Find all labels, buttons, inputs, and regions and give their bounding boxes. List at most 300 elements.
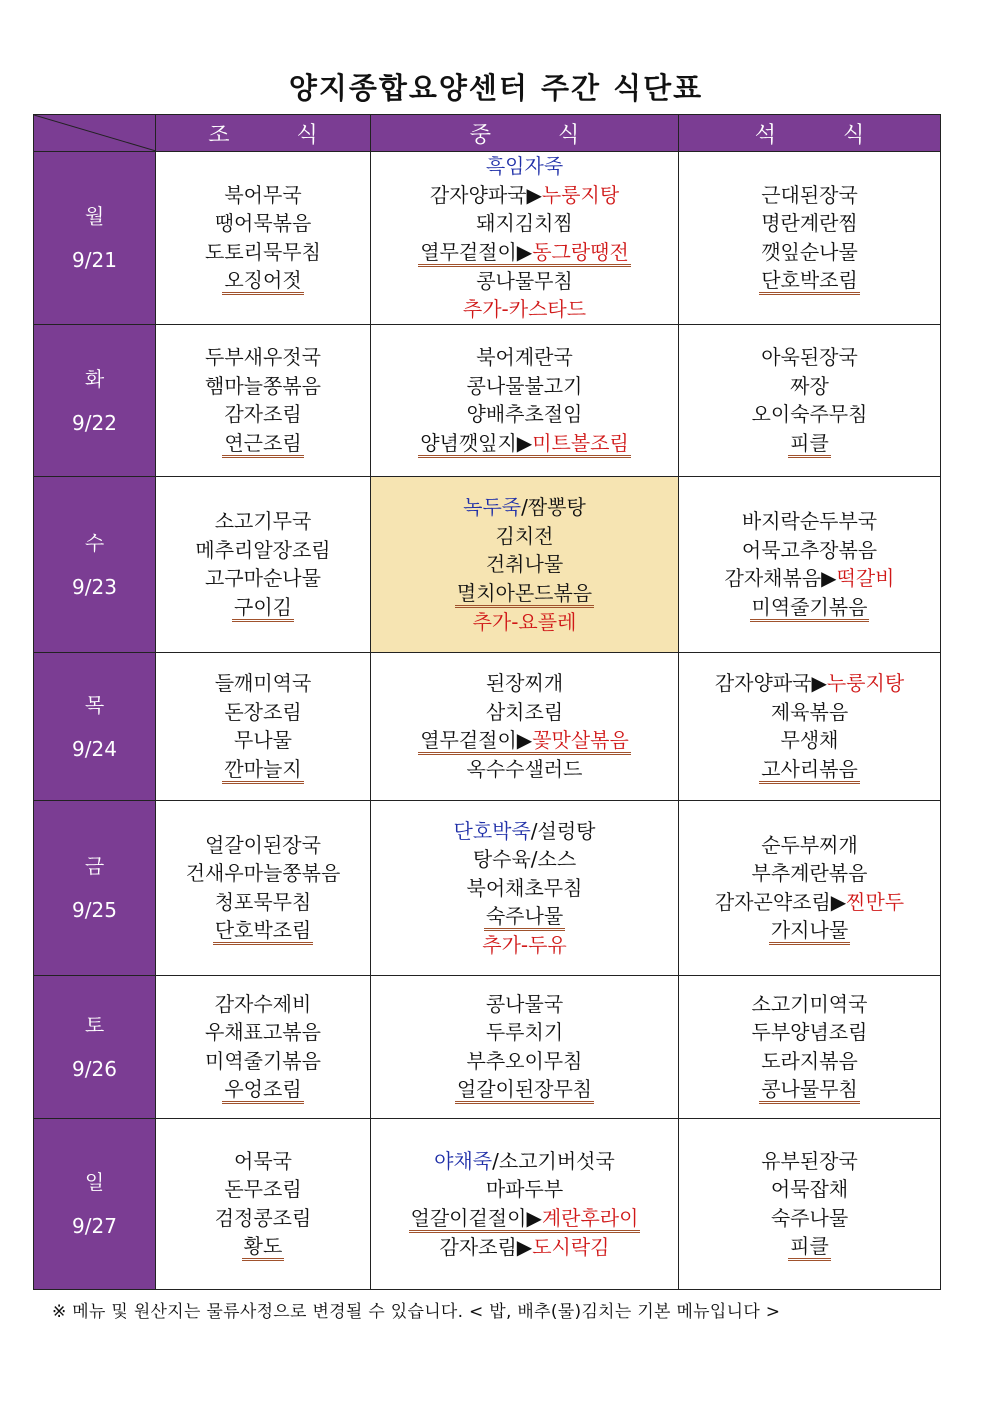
menu-item-underlined <box>222 1077 303 1104</box>
menu-item <box>156 888 370 917</box>
menu-item <box>371 493 678 522</box>
menu-item-part: 감자곤약조림 <box>714 889 831 914</box>
menu-item-text <box>473 847 576 871</box>
menu-item <box>679 209 940 238</box>
menu-item <box>679 400 940 429</box>
menu-item-part: 아욱된장국 <box>761 345 858 370</box>
menu-item <box>156 209 370 238</box>
menu-item-part: 양배추초절임 <box>466 402 583 427</box>
menu-item-part: 무나물 <box>234 728 292 753</box>
menu-item-part: 바지락순두부국 <box>741 509 878 534</box>
dinner-cell <box>679 1119 941 1290</box>
menu-item-part: 단호박조림 <box>214 918 312 943</box>
menu-item-text <box>761 1049 858 1073</box>
day-name: 수 <box>84 530 105 555</box>
menu-item-part: 콩나물무침 <box>761 1077 858 1102</box>
menu-item <box>371 238 678 267</box>
menu-item-text <box>771 700 848 724</box>
menu-item-text <box>752 402 868 426</box>
menu-item <box>679 916 940 945</box>
day-cell <box>34 976 156 1119</box>
menu-item-text <box>234 728 292 752</box>
menu-item-part: 옥수수샐러드 <box>466 757 583 782</box>
menu-item <box>156 669 370 698</box>
day-date: 9/24 <box>72 736 117 761</box>
menu-item-part: 고사리볶음 <box>761 756 858 781</box>
menu-item-part: 콩나물국 <box>485 991 564 1016</box>
menu-item <box>156 1075 370 1104</box>
arrow-right-icon: ▶ <box>811 671 827 696</box>
menu-item-text <box>486 154 563 178</box>
menu-item-part: 북어채초무침 <box>466 875 583 900</box>
day-name: 금 <box>84 854 105 878</box>
day-name: 월 <box>84 204 105 228</box>
menu-item-part: 계란후라이 <box>541 1205 639 1230</box>
menu-item <box>371 990 678 1019</box>
menu-item-part: 황도 <box>243 1234 283 1259</box>
menu-item-text <box>205 374 321 398</box>
menu-item <box>371 400 678 429</box>
menu-item-part: 감자양파국 <box>714 671 812 696</box>
menu-item-part: 북어계란국 <box>476 345 573 370</box>
menu-item <box>156 1147 370 1176</box>
day-date: 9/25 <box>72 898 117 922</box>
menu-item <box>156 1018 370 1047</box>
arrow-right-icon: ▶ <box>516 430 533 455</box>
day-row <box>34 477 941 653</box>
menu-item <box>371 669 678 698</box>
menu-item-part: 도라지볶음 <box>761 1048 858 1073</box>
menu-item-text <box>781 728 839 752</box>
menu-item-text <box>761 833 858 857</box>
menu-item-part: 어묵국 <box>234 1148 292 1173</box>
menu-item-underlined <box>759 1077 860 1104</box>
day-date: 9/22 <box>72 410 117 435</box>
menu-item-part: 우엉조림 <box>224 1077 302 1102</box>
menu-item-part: 순두부찌개 <box>761 832 858 857</box>
day-row <box>34 976 941 1119</box>
menu-item-part: 짜장 <box>790 373 829 398</box>
menu-item-underlined <box>750 595 870 622</box>
menu-item <box>371 845 678 874</box>
menu-item-part: 명란계란찜 <box>761 211 858 236</box>
menu-item-underlined <box>759 268 860 295</box>
menu-item <box>371 1047 678 1076</box>
menu-item-text <box>467 1049 583 1073</box>
day-row <box>34 653 941 801</box>
header-dinner: 석 식 <box>679 115 941 152</box>
menu-item-part: 고구마순나물 <box>205 566 321 591</box>
lunch-cell <box>371 801 679 976</box>
day-name: 화 <box>84 366 105 391</box>
menu-item-text <box>486 992 563 1016</box>
menu-item-part: 메추리알장조림 <box>195 537 331 562</box>
menu-item-text <box>752 992 868 1016</box>
menu-item-text <box>476 211 573 235</box>
menu-item-part: 오이숙주무침 <box>751 402 868 427</box>
menu-item <box>156 755 370 784</box>
menu-item-part: 얼갈이겉절이 <box>410 1205 527 1230</box>
menu-item-text <box>205 566 321 590</box>
menu-item-text <box>205 240 321 264</box>
menu-item <box>371 1147 678 1176</box>
lunch-cell <box>371 152 679 325</box>
breakfast-cell <box>156 325 371 477</box>
menu-item-text <box>761 345 858 369</box>
breakfast-cell <box>156 801 371 976</box>
menu-item <box>156 990 370 1019</box>
menu-item-part: 청포묵무침 <box>214 889 312 914</box>
menu-item <box>371 152 678 181</box>
menu-item <box>371 698 678 727</box>
menu-item-text <box>486 552 563 576</box>
menu-item-part: 도토리묵무침 <box>205 239 321 264</box>
menu-item <box>679 990 940 1019</box>
menu-item <box>156 859 370 888</box>
meal-table-body <box>34 152 941 1290</box>
menu-item <box>371 522 678 551</box>
dinner-cell <box>679 325 941 477</box>
menu-item-part: 두부새우젓국 <box>205 345 321 370</box>
menu-item-part: 건새우마늘쫑볶음 <box>185 861 341 886</box>
breakfast-cell <box>156 152 371 325</box>
menu-item-part: /소고기버섯국 <box>492 1148 615 1173</box>
menu-item-text <box>752 861 868 885</box>
menu-item <box>371 1204 678 1233</box>
menu-item-text <box>215 890 312 914</box>
menu-item-text <box>215 671 312 695</box>
menu-item-part: 땡어묵볶음 <box>214 211 312 236</box>
menu-item <box>156 266 370 295</box>
day-cell <box>34 1119 156 1290</box>
day-date: 9/23 <box>72 574 117 599</box>
menu-item <box>371 817 678 846</box>
day-date: 9/27 <box>72 1214 117 1238</box>
menu-item-part: /짬뽕탕 <box>521 495 586 519</box>
menu-item <box>371 608 678 637</box>
menu-item-part: 무생채 <box>780 728 839 753</box>
menu-item <box>679 831 940 860</box>
menu-item-text <box>742 509 877 533</box>
menu-item-text <box>205 1049 321 1073</box>
menu-item-text <box>476 345 573 369</box>
menu-item-underlined <box>484 904 565 931</box>
menu-item-underlined <box>418 431 631 458</box>
menu-item-part: 꽃맛살볶음 <box>532 728 629 753</box>
menu-item-text <box>742 538 877 562</box>
dinner-cell <box>679 653 941 801</box>
day-date: 9/26 <box>72 1057 117 1081</box>
menu-item-underlined <box>222 268 303 295</box>
dinner-cell <box>679 152 941 325</box>
menu-item-text <box>454 819 596 843</box>
menu-item-part: 들깨미역국 <box>214 671 312 696</box>
menu-item-part: 어묵잡채 <box>770 1177 849 1202</box>
menu-item <box>371 726 678 755</box>
menu-item-part: 돈무조림 <box>224 1177 302 1202</box>
menu-item <box>156 916 370 945</box>
menu-item-text <box>463 495 586 519</box>
menu-item-text <box>224 1177 301 1201</box>
arrow-right-icon: ▶ <box>516 1234 533 1259</box>
menu-item <box>679 429 940 458</box>
menu-item-part: 근대된장국 <box>761 182 858 207</box>
menu-item-part: 부추오이무침 <box>466 1048 583 1073</box>
menu-item-text <box>476 269 573 293</box>
menu-item <box>371 1175 678 1204</box>
menu-item-text <box>434 1149 615 1173</box>
day-row <box>34 152 941 325</box>
breakfast-cell <box>156 477 371 653</box>
menu-item-part: 추가-카스타드 <box>462 297 587 322</box>
menu-item-part: 탕수육/소스 <box>472 847 577 871</box>
menu-item-part: 미역줄기볶음 <box>751 594 868 619</box>
menu-item-underlined <box>213 918 314 945</box>
menu-item <box>371 1018 678 1047</box>
menu-item-text <box>195 538 330 562</box>
menu-item <box>371 902 678 931</box>
menu-item-text <box>761 183 858 207</box>
menu-item <box>156 372 370 401</box>
menu-item-text <box>440 1235 610 1259</box>
menu-item-text <box>186 861 341 885</box>
menu-item-part: 콩나물불고기 <box>466 373 583 398</box>
menu-item <box>679 564 940 593</box>
lunch-cell <box>371 653 679 801</box>
arrow-right-icon: ▶ <box>526 1205 542 1230</box>
dinner-cell <box>679 801 941 976</box>
menu-item-part: 마파두부 <box>485 1177 564 1202</box>
day-cell <box>34 325 156 477</box>
menu-item <box>679 1047 940 1076</box>
dinner-cell <box>679 976 941 1119</box>
menu-item <box>679 669 940 698</box>
menu-item-text <box>761 1149 858 1173</box>
menu-item-part: 된장찌개 <box>485 671 564 696</box>
menu-item-text <box>205 1020 321 1044</box>
menu-item <box>371 372 678 401</box>
menu-item <box>371 429 678 458</box>
menu-item-part: 피클 <box>790 1234 829 1259</box>
menu-item-part: 우채표고볶음 <box>205 1020 321 1045</box>
menu-item-text <box>467 757 583 781</box>
menu-item-part: 누룽지탕 <box>541 182 620 207</box>
menu-item-part: 가지나물 <box>770 918 849 943</box>
menu-item <box>679 1018 940 1047</box>
menu-item <box>371 295 678 324</box>
menu-item-part: 추가-두유 <box>482 933 567 957</box>
meal-table <box>33 114 941 1290</box>
lunch-cell <box>371 1119 679 1290</box>
menu-item-text <box>215 992 312 1016</box>
menu-item-part: 삼치조림 <box>485 699 564 724</box>
menu-item-underlined <box>222 757 303 784</box>
menu-item <box>371 874 678 903</box>
menu-item-text <box>224 183 301 207</box>
menu-item-part: 미역줄기볶음 <box>205 1048 321 1073</box>
menu-item <box>371 1233 678 1262</box>
menu-item <box>156 1204 370 1233</box>
day-row <box>34 801 941 976</box>
menu-item-text <box>467 374 583 398</box>
menu-item-part: 흑임자죽 <box>485 154 564 179</box>
page-title: 양지종합요양센터 주간 식단표 <box>288 71 704 105</box>
menu-item <box>679 755 940 784</box>
menu-item-text <box>430 183 619 207</box>
menu-item-text <box>761 240 858 264</box>
menu-item-text <box>224 700 301 724</box>
menu-item <box>156 507 370 536</box>
menu-item <box>679 593 940 622</box>
footnote: ※ 메뉴 및 원산지는 물류사정으로 변경될 수 있습니다. < 밥, 배추(물)김치는 기본 메뉴입니다 > <box>52 1302 781 1322</box>
diagonal-divider-icon <box>34 115 156 151</box>
menu-item <box>679 1075 940 1104</box>
menu-item-text <box>205 345 321 369</box>
menu-item-underlined <box>455 1077 594 1104</box>
menu-item-part: 누룽지탕 <box>826 671 905 696</box>
menu-item-part: 도시락김 <box>532 1234 610 1259</box>
menu-item <box>679 507 940 536</box>
day-name: 목 <box>84 692 105 717</box>
arrow-right-icon: ▶ <box>830 889 847 914</box>
menu-item-part: 감자조림 <box>439 1234 517 1259</box>
menu-item-text <box>486 1020 563 1044</box>
day-cell <box>34 653 156 801</box>
menu-item <box>156 1232 370 1261</box>
menu-item-part: 동그랑땡전 <box>532 239 629 264</box>
menu-item <box>156 238 370 267</box>
menu-item-part: 양념깻잎지 <box>420 430 517 455</box>
menu-item <box>679 698 940 727</box>
menu-item <box>371 209 678 238</box>
menu-item <box>156 831 370 860</box>
menu-item <box>156 429 370 458</box>
menu-item-part: 연근조림 <box>224 430 302 455</box>
menu-item <box>679 1175 940 1204</box>
breakfast-cell <box>156 1119 371 1290</box>
menu-item-text <box>486 700 563 724</box>
menu-item-part: 소고기무국 <box>214 509 312 534</box>
menu-item <box>156 698 370 727</box>
menu-item-part: 열무겉절이 <box>420 239 517 264</box>
menu-item-text <box>215 211 312 235</box>
menu-item-part: 감자양파국 <box>429 182 527 207</box>
menu-item-part: 깻잎순나물 <box>761 239 858 264</box>
menu-item-text <box>486 1177 563 1201</box>
menu-item-part: 추가-요플레 <box>472 609 577 634</box>
day-cell <box>34 477 156 653</box>
day-name: 일 <box>84 1170 105 1194</box>
menu-item-part: 두부양념조림 <box>751 1020 868 1045</box>
menu-item-text <box>467 876 583 900</box>
menu-item-underlined <box>418 728 631 755</box>
menu-item-text <box>224 402 301 426</box>
menu-item-part: 건취나물 <box>485 552 564 576</box>
menu-item-text <box>473 610 577 634</box>
menu-item-text <box>761 211 858 235</box>
menu-item-text <box>486 671 563 695</box>
menu-item-part: 감자채볶음 <box>724 566 822 591</box>
menu-item <box>156 181 370 210</box>
menu-item <box>156 1175 370 1204</box>
menu-item-part: 피클 <box>790 430 829 455</box>
arrow-right-icon: ▶ <box>526 182 542 207</box>
menu-item-part: 김치전 <box>495 523 554 548</box>
menu-item-text <box>725 566 895 590</box>
menu-item <box>156 400 370 429</box>
menu-item <box>371 1075 678 1104</box>
arrow-right-icon: ▶ <box>516 239 533 264</box>
menu-item <box>679 266 940 295</box>
menu-item-text <box>205 833 321 857</box>
menu-item-part: 미트볼조림 <box>532 430 629 455</box>
menu-item-text <box>215 1206 312 1230</box>
menu-item-part: 돈장조림 <box>224 699 302 724</box>
menu-item-part: 감자조림 <box>224 402 302 427</box>
menu-item-underlined <box>409 1206 641 1233</box>
menu-item-part: 숙주나물 <box>770 1205 849 1230</box>
menu-item-text <box>467 402 583 426</box>
menu-item-part: 부추계란볶음 <box>751 861 868 886</box>
menu-item-underlined <box>788 431 831 458</box>
dinner-cell <box>679 477 941 653</box>
arrow-right-icon: ▶ <box>821 566 837 591</box>
breakfast-cell <box>156 976 371 1119</box>
menu-item <box>156 593 370 622</box>
menu-item <box>156 343 370 372</box>
menu-item-part: 두루치기 <box>485 1020 564 1045</box>
menu-item-part: 단호박조림 <box>761 268 858 293</box>
menu-item-part: 녹두죽 <box>463 495 522 519</box>
menu-item <box>371 550 678 579</box>
menu-item-text <box>463 297 586 321</box>
menu-item-part: 구이김 <box>234 594 292 619</box>
menu-item-part: 돼지김치찜 <box>476 211 573 236</box>
menu-item <box>679 1204 940 1233</box>
menu-item-part: 떡갈비 <box>836 566 895 591</box>
menu-item-text <box>752 1020 868 1044</box>
menu-item-part: 찐만두 <box>846 889 905 914</box>
menu-item <box>679 536 940 565</box>
menu-item-part: 열무겉절이 <box>420 728 517 753</box>
menu-item-text <box>771 1177 848 1201</box>
menu-item <box>679 1147 940 1176</box>
menu-item-part: 유부된장국 <box>761 1148 858 1173</box>
header-lunch: 중 식 <box>371 115 679 152</box>
arrow-right-icon: ▶ <box>516 728 533 753</box>
menu-item-part: 멸치아몬드볶음 <box>456 580 593 605</box>
menu-item-underlined <box>759 757 860 784</box>
day-name: 토 <box>84 1013 105 1037</box>
breakfast-cell <box>156 653 371 801</box>
menu-item <box>156 536 370 565</box>
corner-cell <box>34 115 156 152</box>
menu-item-part: 햄마늘쫑볶음 <box>205 373 321 398</box>
menu-item-text <box>496 524 554 548</box>
menu-item <box>371 343 678 372</box>
day-cell <box>34 152 156 325</box>
menu-item-part: 콩나물무침 <box>476 268 573 293</box>
menu-item-part: 야채죽 <box>434 1148 493 1173</box>
menu-item-underlined <box>455 581 594 608</box>
menu-item <box>679 888 940 917</box>
menu-item <box>371 181 678 210</box>
menu-item <box>371 579 678 608</box>
menu-item-text <box>482 933 567 957</box>
menu-item-part: 오징어젓 <box>224 268 302 293</box>
menu-item-part: 얼갈이된장국 <box>205 832 321 857</box>
menu-item-part: 검정콩조림 <box>214 1205 312 1230</box>
